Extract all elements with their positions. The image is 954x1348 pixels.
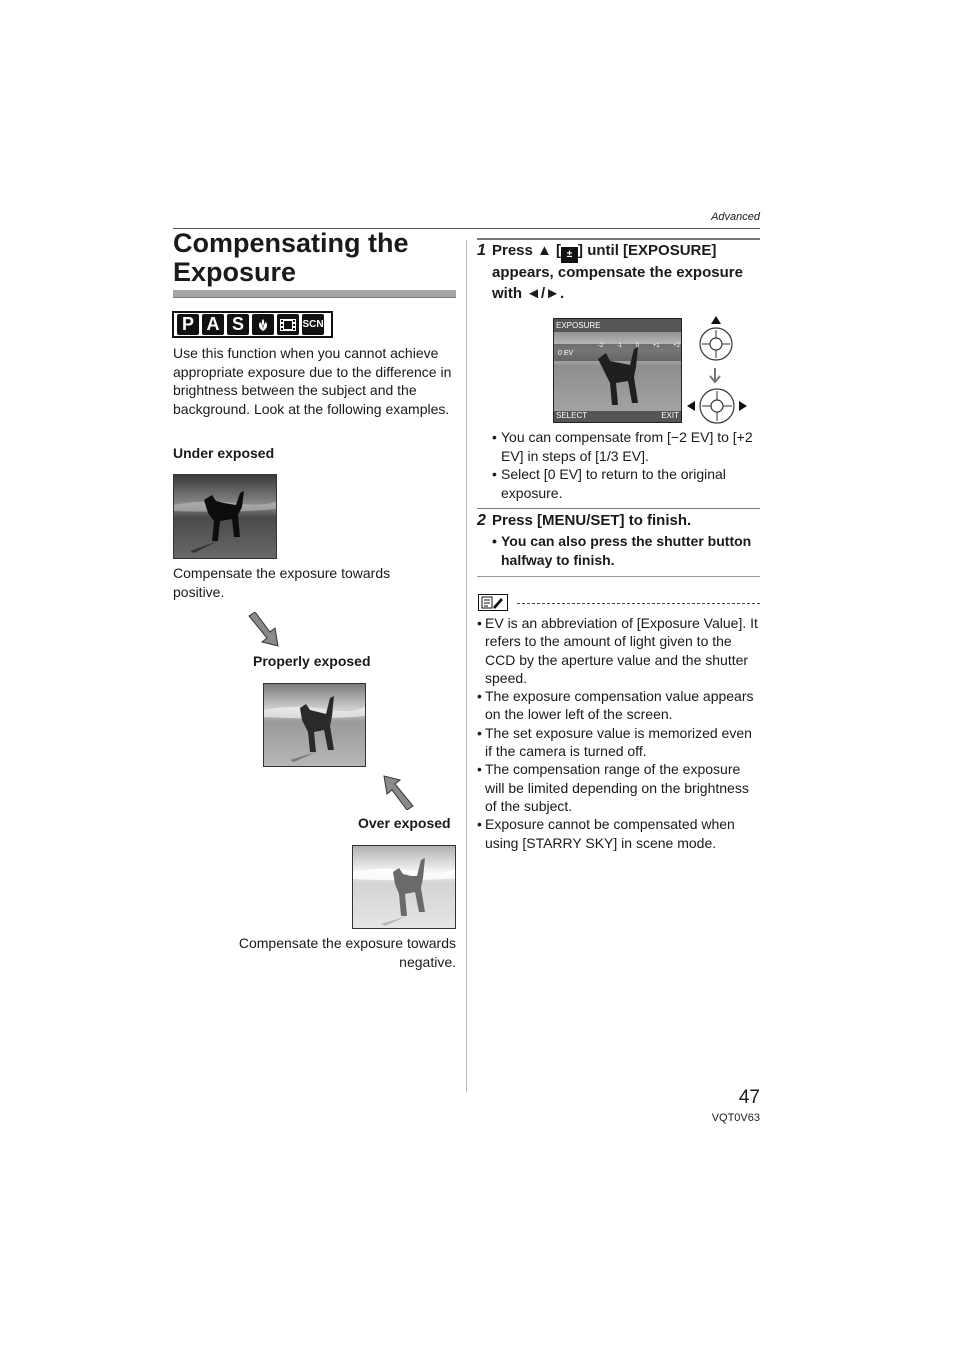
page-title: Compensating the Exposure bbox=[173, 228, 409, 287]
intro-paragraph: Use this function when you cannot achieve appropriate exposure due to the difference in brightness between the subject and the background. Look at the following examples. bbox=[173, 345, 452, 417]
section-label: Advanced bbox=[711, 211, 760, 223]
over-exposed-label: Over exposed bbox=[358, 815, 451, 831]
lcd-title: EXPOSURE bbox=[556, 321, 601, 330]
motion-picture-icon bbox=[277, 314, 299, 335]
lcd-screen bbox=[553, 318, 682, 423]
list-item: • The exposure compensation value appears on the lower left of the screen. bbox=[477, 687, 762, 724]
step2-rule bbox=[477, 508, 760, 509]
aperture-priority-icon: A bbox=[202, 314, 224, 335]
step1-rule bbox=[477, 238, 760, 240]
title-underline bbox=[173, 290, 456, 298]
under-exposed-note: Compensate the exposure towards positive. bbox=[173, 565, 391, 600]
macro-icon bbox=[252, 314, 274, 335]
lcd-exit-label: EXIT bbox=[661, 411, 679, 420]
list-item: • Exposure cannot be compensated when using [STARRY SKY] in scene mode. bbox=[477, 815, 762, 852]
step-1-number: 1 bbox=[477, 242, 486, 259]
notes-list bbox=[477, 614, 762, 852]
over-exposed-note: Compensate the exposure towards negative. bbox=[238, 935, 456, 970]
lcd-scale-tick: +2 bbox=[673, 343, 680, 349]
step-2-note: • You can also press the shutter button halfway to finish. bbox=[492, 532, 766, 570]
step-2-text: Press [MENU/SET] to finish. bbox=[492, 512, 692, 529]
step-1-text-b: ] until [EXPOSURE] appears, compensate the exposure with ◄/►. bbox=[492, 242, 743, 302]
step-1 bbox=[477, 241, 762, 304]
mode-icons bbox=[172, 311, 333, 338]
arrow-up-left-icon bbox=[380, 772, 416, 815]
list-item: • You can compensate from [−2 EV] to [+2 EV] in steps of [1/3 EV]. bbox=[492, 428, 762, 465]
shutter-priority-icon: S bbox=[227, 314, 249, 335]
lcd-scale-tick: 0 bbox=[635, 343, 640, 349]
list-item: • The compensation range of the exposure will be limited depending on the brightness of the subject. bbox=[477, 760, 762, 815]
memo-divider bbox=[517, 603, 760, 604]
lcd-select-label: SELECT bbox=[556, 411, 588, 420]
lcd-scale-tick: +1 bbox=[652, 343, 660, 349]
lcd-scale-tick: -1 bbox=[616, 343, 623, 349]
under-exposed-label: Under exposed bbox=[173, 445, 275, 461]
over-exposed-photo bbox=[352, 845, 456, 929]
program-mode-icon: P bbox=[177, 314, 199, 335]
step-2 bbox=[477, 511, 762, 531]
arrow-down-right-icon bbox=[246, 612, 282, 655]
step-1-bullets bbox=[492, 428, 762, 502]
page-number: 47 bbox=[738, 1087, 760, 1108]
list-item: • Select [0 EV] to return to the original exposure. bbox=[492, 465, 762, 502]
column-divider bbox=[466, 240, 467, 1092]
lcd-ev-readout: 0 EV bbox=[558, 350, 574, 357]
under-exposed-photo bbox=[173, 474, 277, 559]
lcd-scale-tick: -2 bbox=[598, 343, 604, 349]
step-1-text-a: Press ▲ [ bbox=[492, 242, 562, 259]
list-item: • EV is an abbreviation of [Exposure Value]. It refers to the amount of light given to the CCD by the aperture value and the shutter speed. bbox=[477, 614, 762, 687]
dpad-up-icon bbox=[698, 316, 734, 371]
properly-exposed-label: Properly exposed bbox=[253, 653, 371, 669]
properly-exposed-photo bbox=[263, 683, 366, 767]
model-code: VQT0V63 bbox=[711, 1112, 760, 1124]
dpad-left-right-icon bbox=[687, 386, 747, 431]
list-item: • The set exposure value is memorized even if the camera is turned off. bbox=[477, 724, 762, 761]
scene-mode-icon: SCN bbox=[302, 314, 324, 335]
step-2-number: 2 bbox=[477, 512, 486, 529]
step2-end-rule bbox=[477, 576, 760, 577]
exposure-icon: ± bbox=[561, 247, 578, 263]
memo-icon bbox=[478, 594, 508, 611]
lcd-ev-scale bbox=[598, 343, 680, 349]
